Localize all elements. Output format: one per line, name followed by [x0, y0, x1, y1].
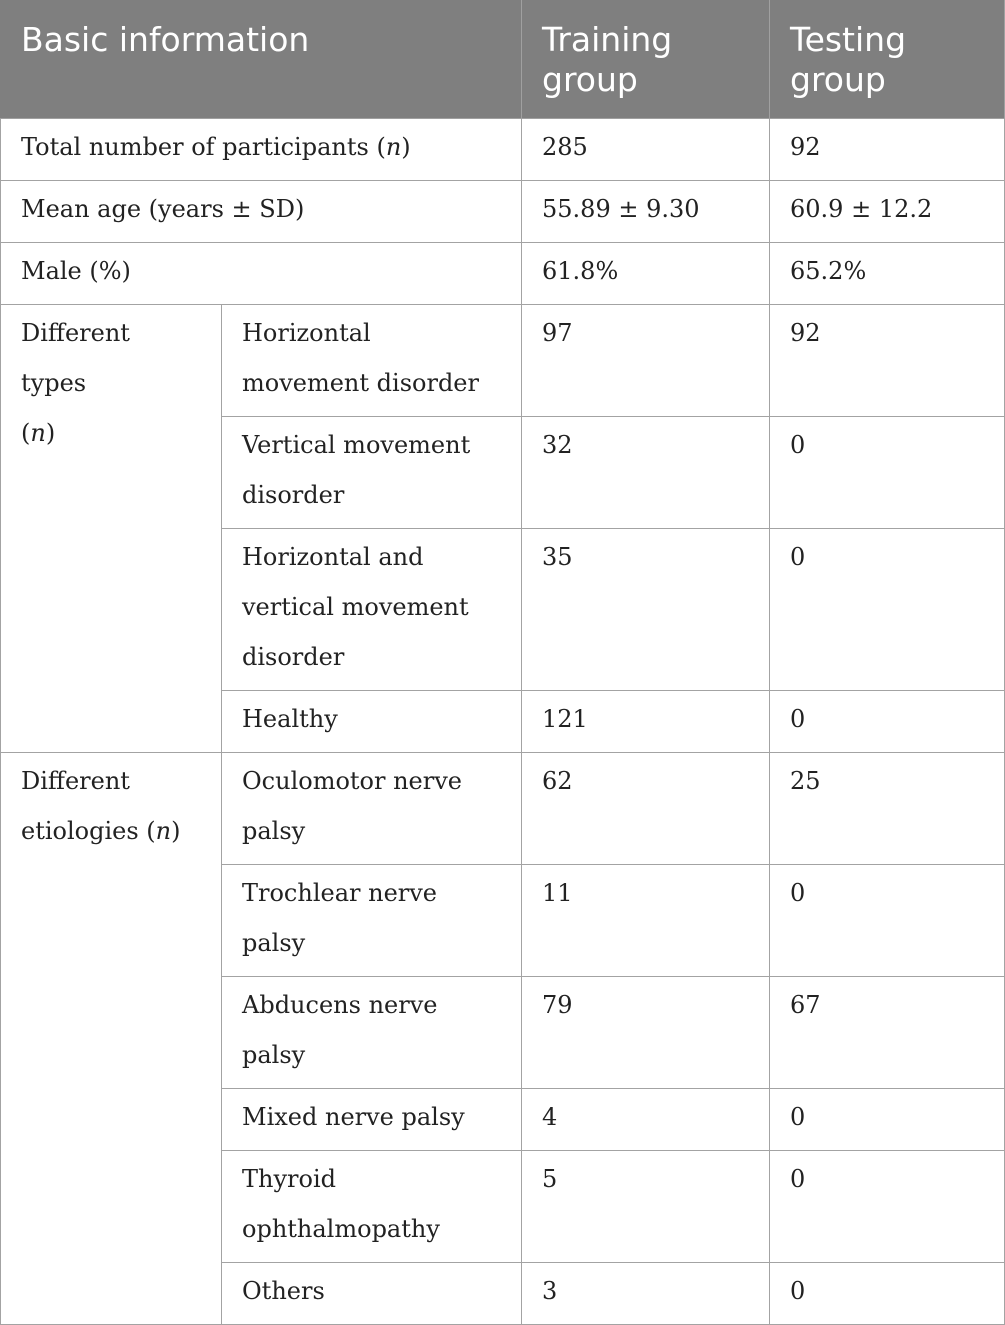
group-label-types	[1, 305, 222, 753]
testing-mean-age: 60.9 ± 12.2	[770, 181, 1005, 243]
row-total-participants	[1, 119, 1005, 181]
etiology-training: 3	[522, 1263, 770, 1325]
label-total-participants	[1, 119, 522, 181]
etiology-training: 79	[522, 977, 770, 1089]
header-basic-information: Basic information	[1, 0, 522, 119]
header-training-group	[522, 0, 770, 119]
row-male	[1, 243, 1005, 305]
header-training-line2: group	[542, 60, 638, 99]
etiology-training: 5	[522, 1151, 770, 1263]
header-testing-line2: group	[790, 60, 886, 99]
etiology-testing: 0	[770, 1151, 1005, 1263]
group-label-text: Different types	[21, 319, 130, 397]
group-label-text-2: etiologies (	[21, 817, 156, 845]
label-text-close: )	[401, 133, 411, 161]
etiology-label: Oculomotor nerve palsy	[222, 753, 522, 865]
etiology-testing: 25	[770, 753, 1005, 865]
testing-male: 65.2%	[770, 243, 1005, 305]
etiology-testing: 0	[770, 1089, 1005, 1151]
testing-total: 92	[770, 119, 1005, 181]
header-training-line1: Training	[542, 20, 673, 59]
type-label: Horizontal movement disorder	[222, 305, 522, 417]
group-label-italic-n: n	[155, 817, 172, 845]
training-total: 285	[522, 119, 770, 181]
etiology-training: 11	[522, 865, 770, 977]
header-row	[1, 0, 1005, 119]
etiology-training: 62	[522, 753, 770, 865]
row-etiology-oculomotor	[1, 753, 1005, 865]
etiology-label: Mixed nerve palsy	[222, 1089, 522, 1151]
group-label-open: (	[21, 419, 31, 447]
row-mean-age	[1, 181, 1005, 243]
type-label: Healthy	[222, 691, 522, 753]
etiology-testing: 67	[770, 977, 1005, 1089]
etiology-label: Trochlear nerve palsy	[222, 865, 522, 977]
etiology-testing: 0	[770, 865, 1005, 977]
type-testing: 0	[770, 691, 1005, 753]
type-training: 32	[522, 417, 770, 529]
type-training: 97	[522, 305, 770, 417]
header-testing-group	[770, 0, 1005, 119]
type-label: Horizontal and vertical movement disorder	[222, 529, 522, 691]
etiology-testing: 0	[770, 1263, 1005, 1325]
group-label-italic-n: n	[30, 419, 46, 447]
type-testing: 0	[770, 529, 1005, 691]
etiology-label: Abducens nerve palsy	[222, 977, 522, 1089]
label-mean-age: Mean age (years ± SD)	[1, 181, 522, 243]
type-testing: 92	[770, 305, 1005, 417]
etiology-label: Thyroid ophthalmopathy	[222, 1151, 522, 1263]
type-training: 35	[522, 529, 770, 691]
label-italic-n: n	[385, 133, 402, 161]
header-testing-line1: Testing	[790, 20, 907, 59]
label-male: Male (%)	[1, 243, 522, 305]
group-label-close: )	[171, 817, 181, 845]
etiology-label: Others	[222, 1263, 522, 1325]
group-label-etiologies	[1, 753, 222, 1325]
row-type-horizontal	[1, 305, 1005, 417]
etiology-training: 4	[522, 1089, 770, 1151]
training-male: 61.8%	[522, 243, 770, 305]
type-label: Vertical movement disorder	[222, 417, 522, 529]
group-label-text: Different	[21, 767, 130, 795]
label-text: Total number of participants (	[21, 133, 386, 161]
type-training: 121	[522, 691, 770, 753]
type-testing: 0	[770, 417, 1005, 529]
training-mean-age: 55.89 ± 9.30	[522, 181, 770, 243]
group-label-close: )	[45, 419, 56, 447]
